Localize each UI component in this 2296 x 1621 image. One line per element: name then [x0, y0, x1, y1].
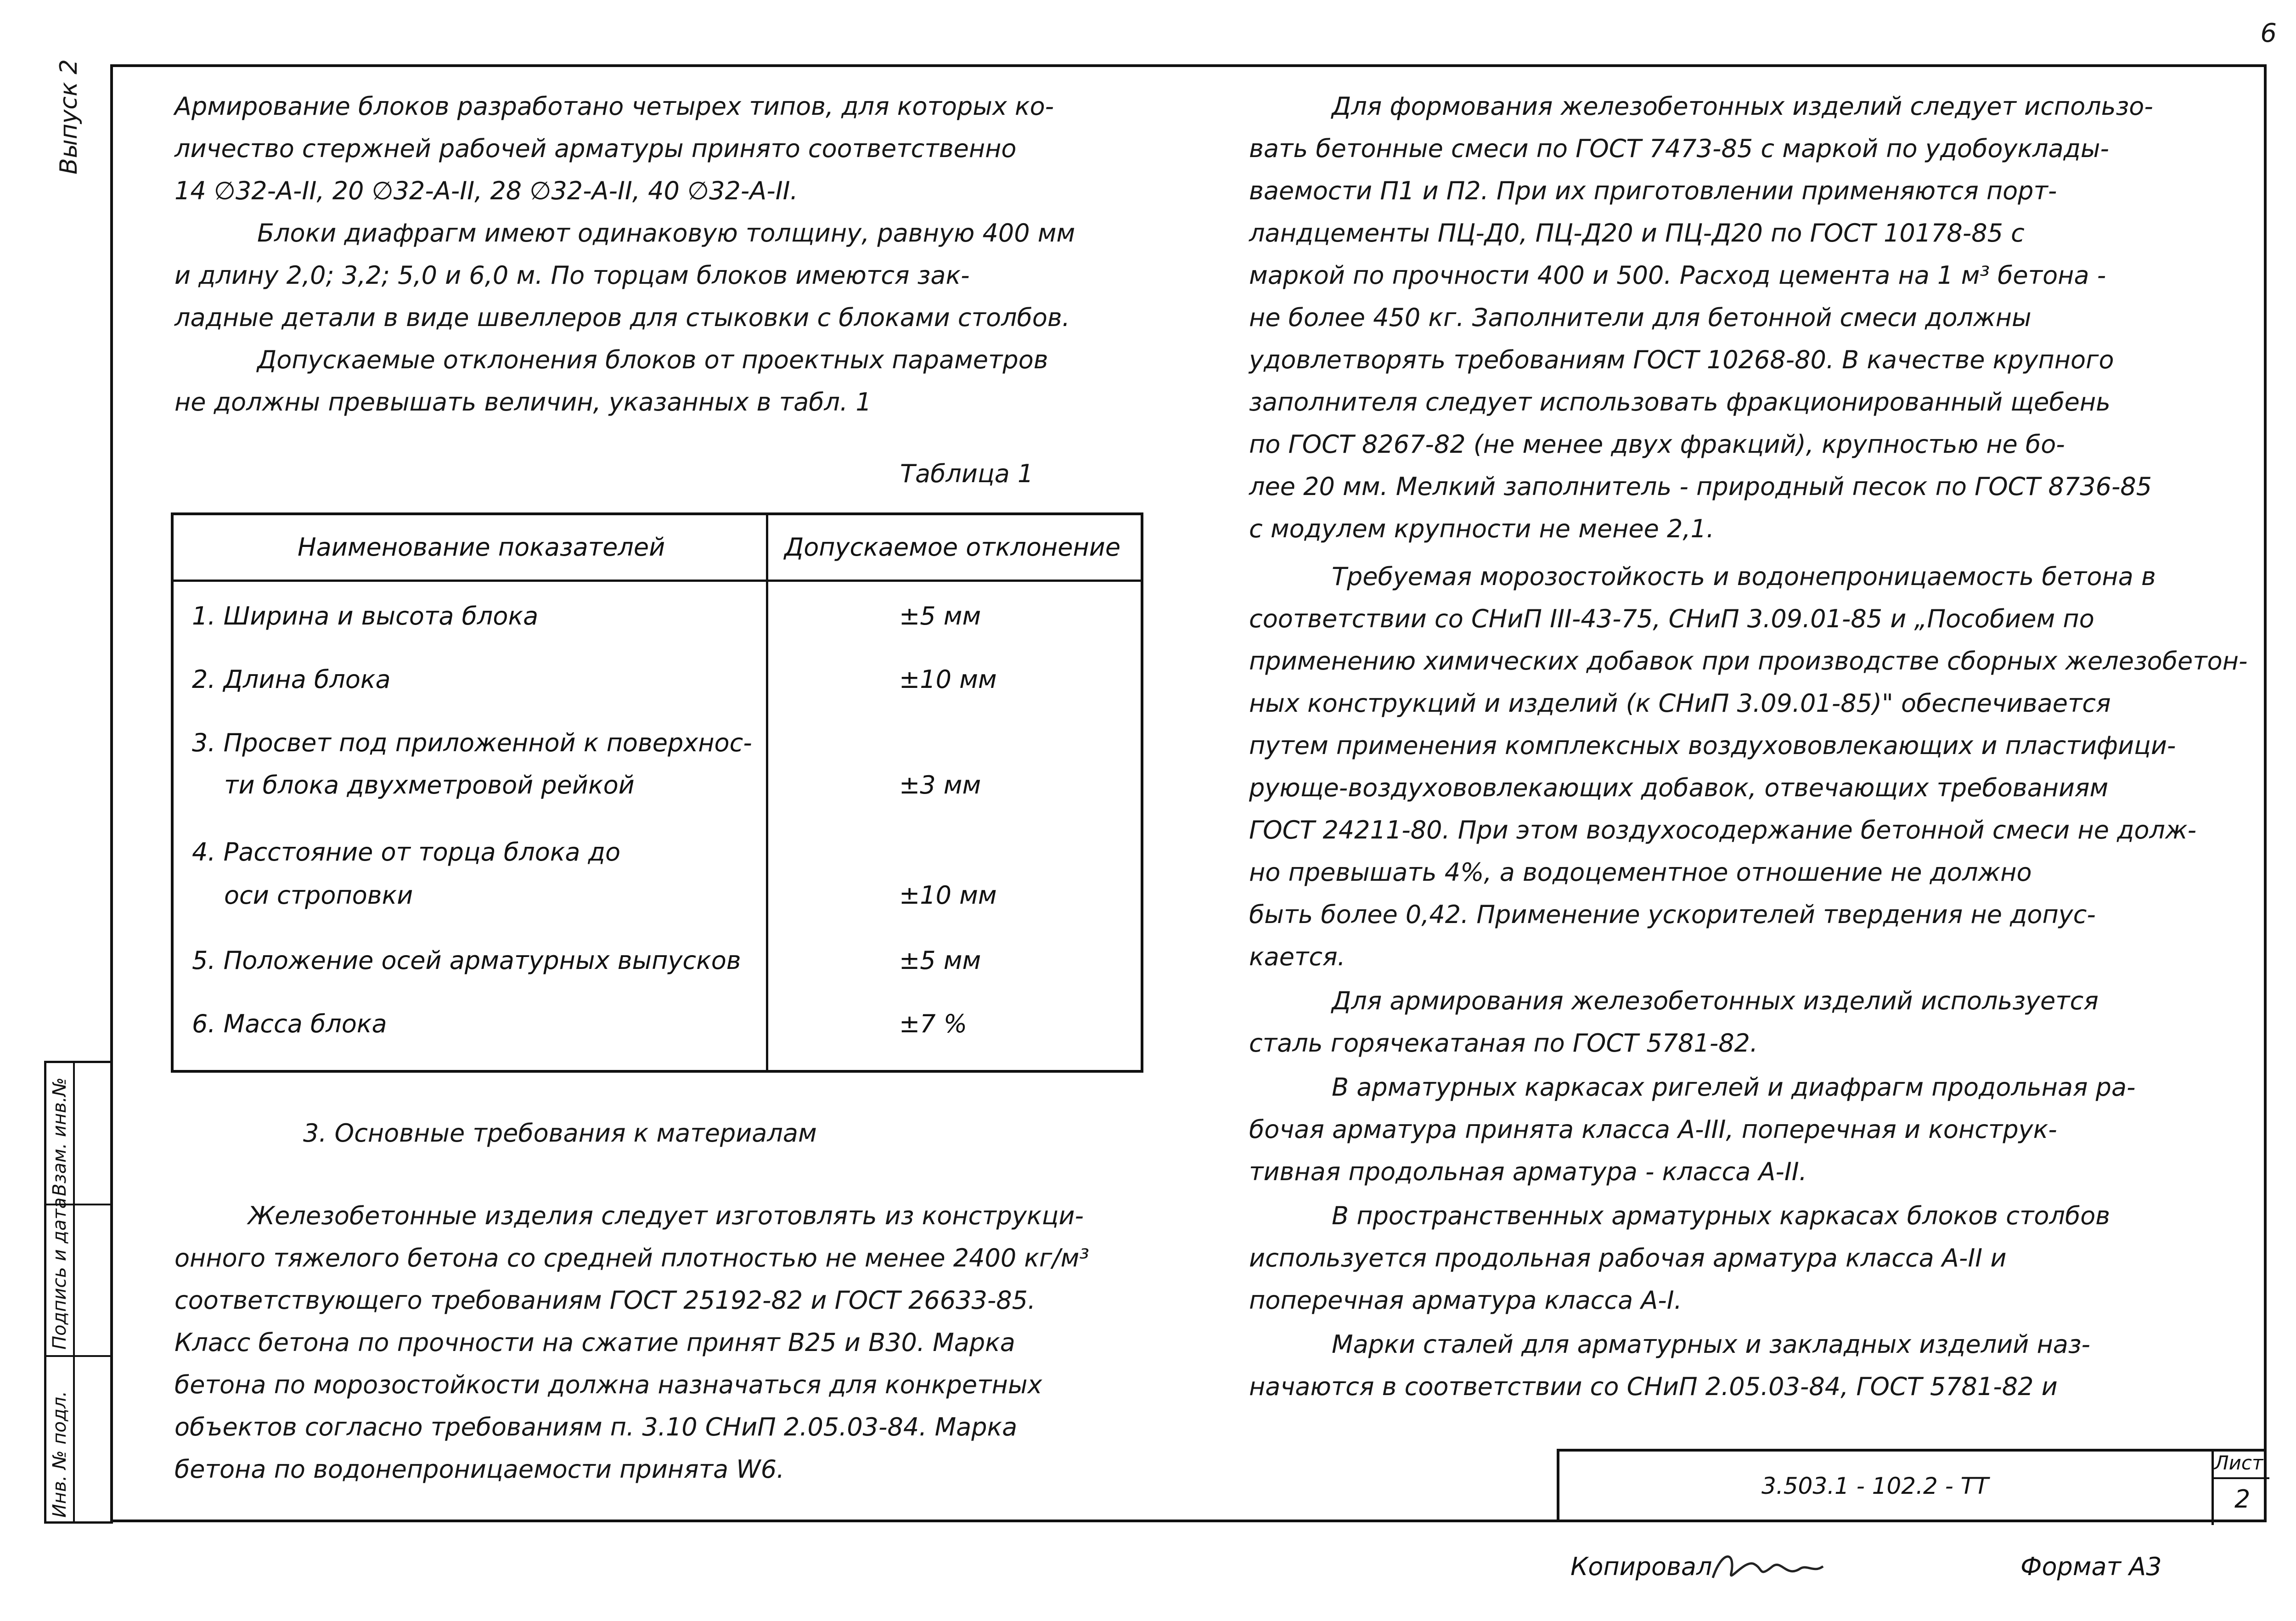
right-text-line: применению химических добавок при производстве сборных железобетон- [1249, 647, 2248, 675]
right-text-line: тивная продольная арматура - класса А-II. [1249, 1157, 1807, 1186]
right-text-line: начаются в соответствии со СНиП 2.05.03-84, ГОСТ 5781-82 и [1249, 1372, 2058, 1401]
section-text-line: онного тяжелого бетона со средней плотностью не менее 2400 кг/м³ [174, 1244, 1089, 1272]
sheet-label: Лист [2214, 1452, 2263, 1474]
right-text-line: В арматурных каркасах ригелей и диафрагм продольная ра- [1332, 1073, 2136, 1102]
right-text-line: сталь горячекатаная по ГОСТ 5781-82. [1249, 1029, 1758, 1058]
table-row-name: 3. Просвет под приложенной к поверхнос- [192, 728, 752, 757]
stamp-label-signature: Подпись и дата [49, 1197, 70, 1350]
right-text-line: используется продольная рабочая арматура класса А-II и [1249, 1244, 2007, 1272]
table-row-value: ±7 % [899, 1009, 968, 1038]
left-text-line: ладные детали в виде швеллеров для стыковки с блоками столбов. [174, 303, 1070, 332]
right-text-line: Для армирования железобетонных изделий используется [1332, 986, 2099, 1015]
table-row-name: 5. Положение осей арматурных выпусков [192, 946, 741, 975]
table-row-value: ±5 мм [899, 602, 981, 630]
right-text-line: ных конструкций и изделий (к СНиП 3.09.01-85)" обеспечивается [1249, 689, 2111, 718]
table-column-divider [766, 515, 768, 1070]
table-caption: Таблица 1 [900, 459, 1034, 488]
right-text-line: удовлетворять требованиям ГОСТ 10268-80. В качестве крупного [1249, 345, 2114, 374]
left-text-line: и длину 2,0; 3,2; 5,0 и 6,0 м. По торцам блоков имеются зак- [174, 261, 970, 290]
right-text-line: Для формования железобетонных изделий следует использо- [1332, 92, 2153, 121]
table-row-value: ±3 мм [899, 771, 981, 799]
table-row-name: 6. Масса блока [192, 1009, 387, 1038]
table-row-name: ти блока двухметровой рейкой [224, 771, 635, 799]
left-text-line: Армирование блоков разработано четырех типов, для которых ко- [174, 92, 1054, 121]
left-text-line: 14 ∅32-А-II, 20 ∅32-А-II, 28 ∅32-А-II, 40 ∅32-А-II. [174, 176, 798, 205]
format-label: Формат А3 [2020, 1552, 2162, 1581]
table-row-name: оси строповки [224, 881, 413, 910]
right-text-line: кается. [1249, 942, 1345, 971]
right-text-line: Требуемая морозостойкость и водонепроницаемость бетона в [1332, 562, 2156, 591]
table-row-name: 1. Ширина и высота блока [192, 602, 539, 630]
section-title: 3. Основные требования к материалам [303, 1119, 817, 1148]
section-text-line: Железобетонные изделия следует изготовлять из конструкци- [248, 1201, 1084, 1230]
right-text-line: быть более 0,42. Применение ускорителей твердения не допус- [1249, 900, 2096, 929]
copier-signature [1708, 1541, 1828, 1592]
side-stamp [44, 1061, 113, 1524]
right-text-line: путем применения комплексных воздухововлекающих и пластифици- [1249, 731, 2176, 760]
section-text-line: Класс бетона по прочности на сжатие принят В25 и В30. Марка [174, 1328, 1015, 1357]
table-row-name: 4. Расстояние от торца блока до [192, 838, 621, 867]
tolerance-table [171, 512, 1143, 1073]
issue-label: Выпуск 2 [55, 59, 83, 174]
document-code: 3.503.1 - 102.2 - ТТ [1761, 1473, 1989, 1499]
right-text-line: маркой по прочности 400 и 500. Расход цемента на 1 м³ бетона - [1249, 261, 2106, 290]
right-text-line: заполнителя следует использовать фракционированный щебень [1249, 388, 2110, 417]
left-text-line: не должны превышать величин, указанных в табл. 1 [174, 388, 872, 417]
right-text-line: не более 450 кг. Заполнители для бетонной смеси должны [1249, 303, 2032, 332]
right-text-line: но превышать 4%, а водоцементное отношение не должно [1249, 858, 2032, 887]
section-text-line: объектов согласно требованиям п. 3.10 СНиП 2.05.03-84. Марка [174, 1413, 1018, 1441]
table-row-value: ±10 мм [899, 881, 997, 910]
title-block [1557, 1449, 2267, 1522]
right-text-line: В пространственных арматурных каркасах блоков столбов [1332, 1201, 2110, 1230]
right-text-line: ГОСТ 24211-80. При этом воздухосодержание бетонной смеси не долж- [1249, 816, 2197, 844]
right-text-line: вать бетонные смеси по ГОСТ 7473-85 с маркой по удобоуклады- [1249, 134, 2110, 163]
right-text-line: лее 20 мм. Мелкий заполнитель - природный песок по ГОСТ 8736-85 [1249, 472, 2152, 501]
right-text-line: бочая арматура принята класса А-III, поперечная и конструк- [1249, 1115, 2057, 1144]
sheet-box-separator [2212, 1477, 2269, 1479]
table-row-name: 2. Длина блока [192, 665, 391, 694]
right-text-line: Марки сталей для арматурных и закладных изделий наз- [1332, 1330, 2091, 1359]
left-text-line: личество стержней рабочей арматуры принято соответственно [174, 134, 1017, 163]
right-text-line: поперечная арматура класса А-I. [1249, 1286, 1682, 1315]
section-text-line: соответствующего требованиям ГОСТ 25192-82 и ГОСТ 26633-85. [174, 1286, 1036, 1315]
right-text-line: по ГОСТ 8267-82 (не менее двух фракций), крупностью не бо- [1249, 430, 2065, 459]
table-header-name: Наименование показателей [298, 533, 665, 562]
section-text-line: бетона по водонепроницаемости принята W6. [174, 1455, 785, 1484]
section-text-line: бетона по морозостойкости должна назначаться для конкретных [174, 1370, 1042, 1399]
table-row-value: ±10 мм [899, 665, 997, 694]
right-text-line: ландцементы ПЦ-Д0, ПЦ-Д20 и ПЦ-Д20 по ГОСТ 10178-85 с [1249, 219, 2025, 248]
left-text-line: Блоки диафрагм имеют одинаковую толщину, равную 400 мм [257, 219, 1075, 248]
right-text-line: рующе-воздухововлекающих добавок, отвечающих требованиям [1249, 773, 2109, 802]
left-text-line: Допускаемые отклонения блоков от проектных параметров [257, 345, 1048, 374]
right-text-line: соответствии со СНиП III-43-75, СНиП 3.09.01-85 и „Пособием по [1249, 604, 2094, 633]
stamp-label-inventory: Инв. № подл. [49, 1391, 70, 1518]
right-text-line: с модулем крупности не менее 2,1. [1249, 514, 1715, 543]
stamp-label-replacement: Взам. инв.№ [49, 1077, 70, 1196]
right-text-line: ваемости П1 и П2. При их приготовлении применяются порт- [1249, 176, 2057, 205]
copied-by-label: Копировал [1570, 1552, 1712, 1581]
sheet-number: 2 [2234, 1485, 2251, 1514]
table-row-value: ±5 мм [899, 946, 981, 975]
table-header-tolerance: Допускаемое отклонение [784, 533, 1121, 562]
page-number: 6 [2260, 18, 2277, 48]
